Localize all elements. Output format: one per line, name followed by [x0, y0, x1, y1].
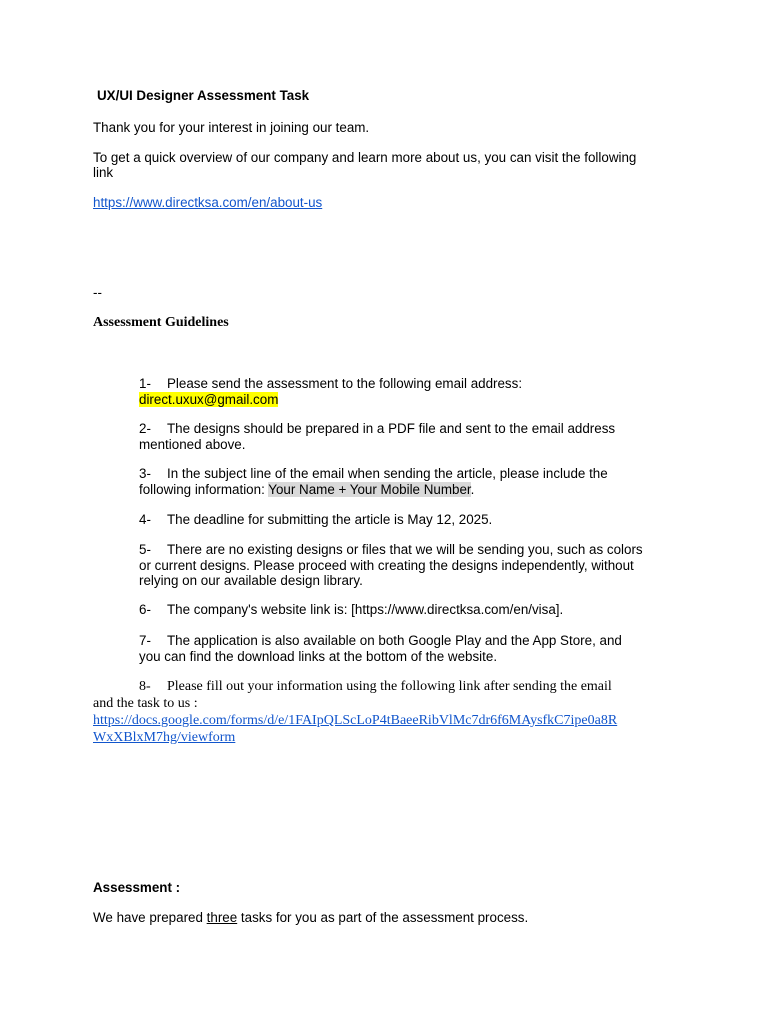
subject-highlight: Your Name + Your Mobile Number	[268, 481, 471, 497]
thanks-text: Thank you for your interest in joining our team.	[93, 120, 370, 135]
form-link-line-1[interactable]: https://docs.google.com/forms/d/e/1FAIpQLScLoP4tBaeeRibVlMc7dr6f6MAysfkC7ipe0a8R	[93, 713, 618, 728]
item-text-line-2: or current designs. Please proceed with creating the designs independently, without	[139, 557, 634, 573]
guideline-item-3	[139, 466, 679, 497]
guideline-item-1	[139, 376, 679, 407]
guideline-item-5	[139, 542, 679, 589]
assessment-emphasis: three	[206, 910, 238, 925]
item-number: 7-	[139, 633, 151, 648]
item-text-line-2: and the task to us :	[93, 696, 198, 711]
separator: --	[93, 285, 102, 300]
overview-line-2: link	[93, 165, 114, 180]
form-link-line-2[interactable]: WxXBlxM7hg/viewform	[93, 730, 236, 745]
guideline-item-6	[139, 602, 679, 618]
item-number: 3-	[139, 466, 151, 481]
item-text-line-2: mentioned above.	[139, 436, 246, 452]
item-text: The deadline for submitting the article is May 12, 2025.	[167, 512, 493, 527]
guideline-item-8	[139, 679, 612, 696]
item-text-line-3: relying on our available design library.	[139, 573, 363, 588]
assessment-heading: Assessment :	[93, 880, 181, 895]
item-number: 4-	[139, 512, 151, 527]
item-text: Please send the assessment to the following email address:	[167, 376, 523, 391]
email-address: direct.uxux@gmail.com	[139, 391, 279, 407]
item-text-line-2: following information:	[139, 481, 269, 497]
item-text: There are no existing designs or files that we will be sending you, such as colors	[167, 542, 643, 557]
guideline-item-7	[139, 633, 679, 664]
item-text: The company's website link is: [https://www.directksa.com/en/visa].	[167, 602, 564, 617]
item-number: 6-	[139, 602, 151, 617]
assessment-text-prefix: We have prepared	[93, 910, 207, 925]
item-number: 1-	[139, 376, 151, 391]
page-title: UX/UI Designer Assessment Task	[97, 88, 310, 103]
guideline-item-2	[139, 421, 679, 452]
overview-line-1: To get a quick overview of our company and learn more about us, you can visit the following	[93, 150, 637, 165]
item-text: The application is also available on both Google Play and the App Store, and	[167, 633, 622, 648]
guideline-item-4	[139, 512, 679, 528]
item-text: The designs should be prepared in a PDF file and sent to the email address	[167, 421, 616, 436]
item-number: 2-	[139, 421, 151, 436]
item-number: 5-	[139, 542, 151, 557]
guidelines-heading: Assessment Guidelines	[93, 315, 229, 330]
assessment-text-suffix: tasks for you as part of the assessment process.	[237, 910, 529, 925]
item-text-line-2: you can find the download links at the bottom of the website.	[139, 648, 498, 664]
item-text: In the subject line of the email when sending the article, please include the	[167, 466, 608, 481]
item-text-suffix: .	[470, 481, 475, 497]
item-number: 8-	[139, 679, 151, 694]
about-us-link[interactable]: https://www.directksa.com/en/about-us	[93, 195, 323, 210]
item-text: Please fill out your information using the following link after sending the email	[167, 679, 612, 694]
assessment-text	[93, 910, 528, 926]
